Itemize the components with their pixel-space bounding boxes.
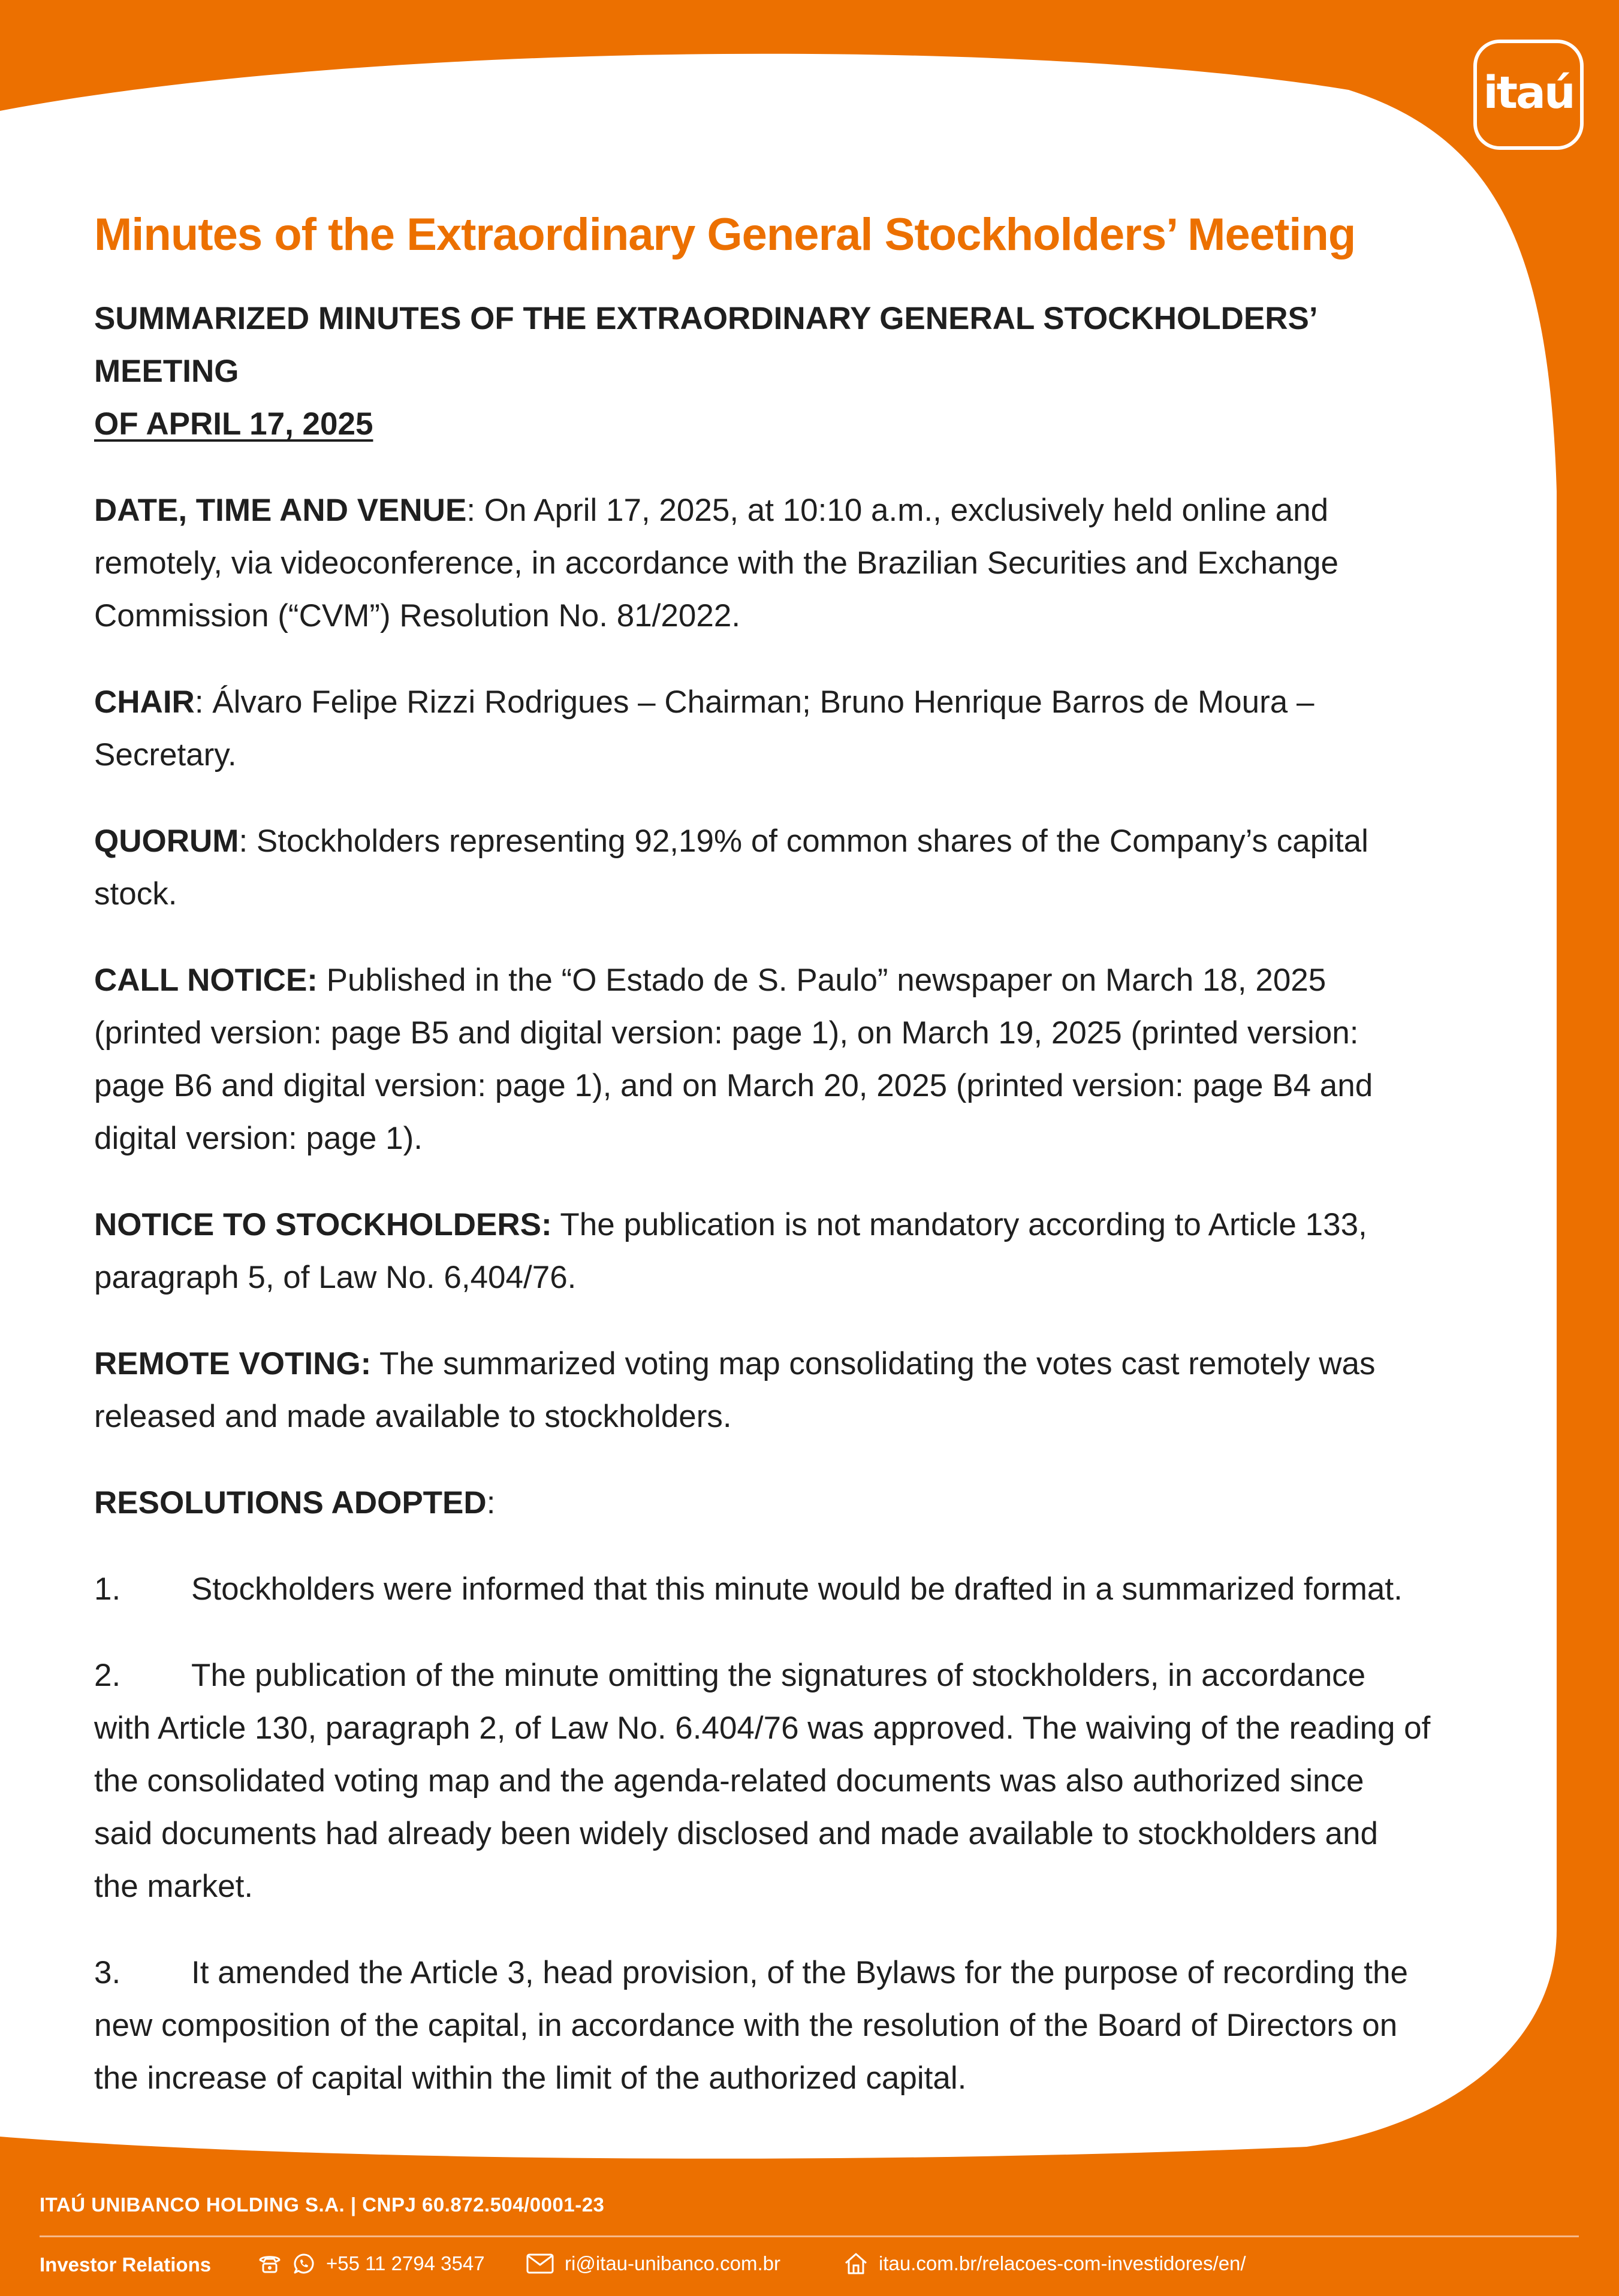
minutes-heading bbox=[94, 292, 1431, 451]
email-address: ri@itau-unibanco.com.br bbox=[565, 2252, 780, 2274]
section-date-time-venue bbox=[94, 484, 1431, 642]
section-remote-voting bbox=[94, 1338, 1431, 1443]
itau-logo bbox=[1473, 40, 1584, 150]
section-separator: : bbox=[239, 823, 257, 859]
section-resolutions-adopted bbox=[94, 1477, 1431, 1529]
company-identification: ITAÚ UNIBANCO HOLDING S.A. | CNPJ 60.872.504/0001-23 bbox=[40, 2194, 605, 2216]
section-chair bbox=[94, 676, 1431, 782]
section-text: On April 17, 2025, at 10:10 a.m., exclusively held online and remotely, via videoconference, in accordance with the Brazilian Securities and Exchange Commission (“CVM”) Resolution No. 81/2022. bbox=[94, 493, 1338, 633]
section-label: CHAIR bbox=[94, 684, 195, 720]
section-label: DATE, TIME AND VENUE bbox=[94, 493, 467, 528]
resolution-item bbox=[94, 1649, 1431, 1913]
section-label: CALL NOTICE: bbox=[94, 963, 318, 998]
resolution-text: Stockholders were informed that this minute would be drafted in a summarized format. bbox=[191, 1571, 1403, 1607]
heading-line-1: SUMMARIZED MINUTES OF THE EXTRAORDINARY GENERAL STOCKHOLDERS’ MEETING bbox=[94, 301, 1316, 389]
section-label: RESOLUTIONS ADOPTED bbox=[94, 1485, 487, 1520]
section-text: Stockholders representing 92,19% of common shares of the Company’s capital stock. bbox=[94, 823, 1368, 912]
section-text: Álvaro Felipe Rizzi Rodrigues – Chairman; Bruno Henrique Barros de Moura – Secretary. bbox=[94, 684, 1315, 773]
page-title: Minutes of the Extraordinary General Stockholders’ Meeting bbox=[94, 209, 1356, 260]
envelope-icon bbox=[526, 2253, 554, 2274]
phone-contact[interactable] bbox=[258, 2252, 485, 2275]
footer-divider bbox=[40, 2235, 1579, 2237]
section-text: The publication is not mandatory according to Article 133, paragraph 5, of Law No. 6,404/76. bbox=[94, 1207, 1367, 1295]
section-separator: : bbox=[466, 493, 484, 528]
page-footer bbox=[0, 2158, 1619, 2296]
section-label: NOTICE TO STOCKHOLDERS: bbox=[94, 1207, 552, 1242]
website-link[interactable] bbox=[844, 2252, 1246, 2275]
resolution-text: The publication of the minute omitting the signatures of stockholders, in accordance with Article 130, paragraph 2, of Law No. 6.404/76 was approved. The waiving of the reading of the consolidated voting map and the agenda-related documents was also authorized since said documents had already been widely disclosed and made available to stockholders and the market. bbox=[94, 1658, 1431, 1904]
resolution-item bbox=[94, 1563, 1431, 1616]
section-text: Published in the “O Estado de S. Paulo” newspaper on March 18, 2025 (printed version: page B5 and digital version: page 1), on March 19, 2025 (printed version: page B6 and digital version: page 1), and on March 20, 2025 (printed version: page B4 and digital version: page 1). bbox=[94, 963, 1373, 1156]
resolution-text: It amended the Article 3, head provision, of the Bylaws for the purpose of recording the new composition of the capital, in accordance with the resolution of the Board of Directors on the increase of capital within the limit of the authorized capital. bbox=[94, 1955, 1408, 2096]
section-quorum bbox=[94, 815, 1431, 921]
section-label: REMOTE VOTING: bbox=[94, 1346, 372, 1381]
heading-line-2: OF APRIL 17, 2025 bbox=[94, 406, 373, 442]
section-label: QUORUM bbox=[94, 823, 239, 859]
website-url: itau.com.br/relacoes-com-investidores/en/ bbox=[879, 2252, 1246, 2274]
section-notice-to-stockholders bbox=[94, 1199, 1431, 1304]
resolution-item bbox=[94, 1947, 1431, 2105]
phone-number: +55 11 2794 3547 bbox=[326, 2252, 485, 2274]
whatsapp-icon bbox=[293, 2252, 315, 2275]
section-separator: : bbox=[486, 1485, 496, 1520]
home-icon bbox=[844, 2252, 868, 2275]
investor-relations-label: Investor Relations bbox=[40, 2253, 212, 2276]
document-body bbox=[94, 205, 1431, 2138]
section-separator: : bbox=[194, 684, 213, 720]
telephone-icon bbox=[258, 2253, 282, 2274]
email-contact[interactable] bbox=[526, 2252, 780, 2275]
section-call-notice bbox=[94, 954, 1431, 1165]
resolution-number: 2. bbox=[94, 1658, 121, 1693]
section-text: The summarized voting map consolidating the votes cast remotely was released and made available to stockholders. bbox=[94, 1346, 1376, 1434]
logo-text: itaú bbox=[1483, 67, 1574, 119]
resolution-number: 1. bbox=[94, 1571, 121, 1607]
resolution-number: 3. bbox=[94, 1955, 121, 1990]
